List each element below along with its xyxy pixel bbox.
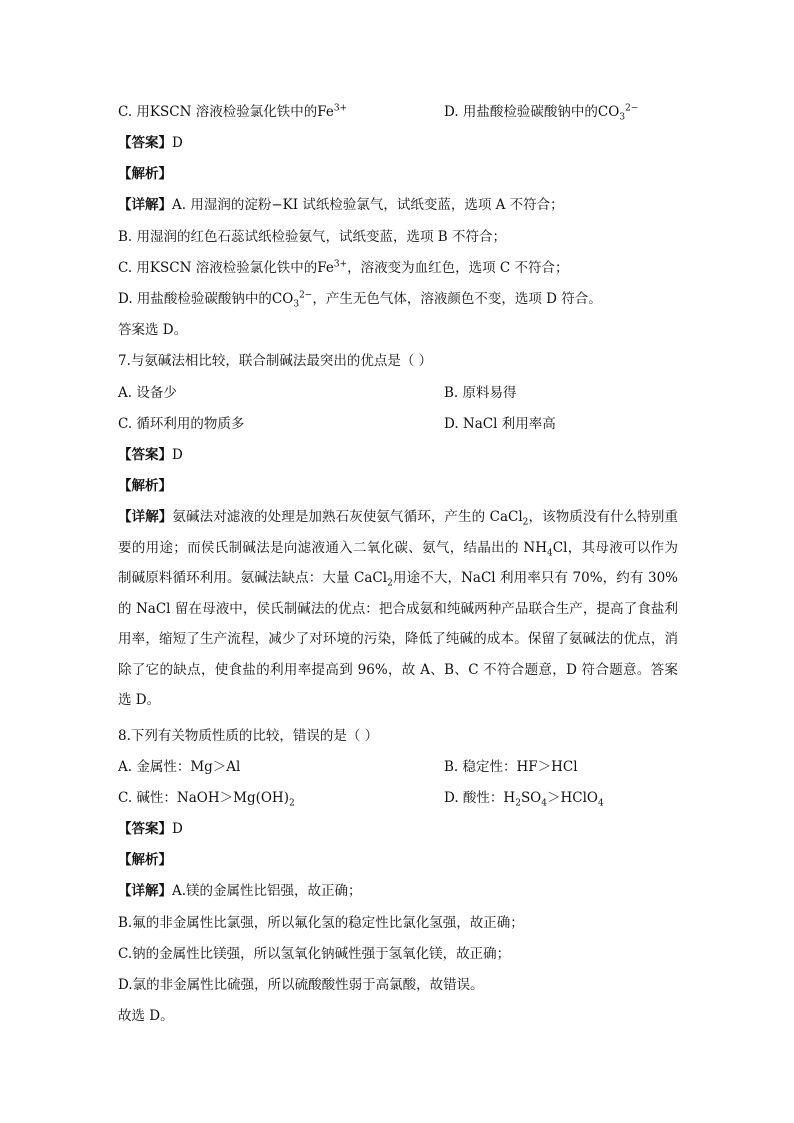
q8-detail-c: C.钠的金属性比镁强，所以氢氧化钠碱性强于氢氧化镁，故正确；: [118, 946, 511, 962]
q8-detail-a: 【详解】A.镁的金属性比铝强，故正确；: [118, 883, 362, 899]
q8-stem: 8.下列有关物质性质的比较，错误的是（ ）: [118, 728, 379, 744]
q7-option-b: B. 原料易得: [444, 385, 517, 401]
q6-detail-a: 【详解】A. 用湿润的淀粉−KI 试纸检验氯气，试纸变蓝，选项 A 不符合；: [118, 197, 564, 213]
q6-detail-b: B. 用湿润的红色石蕊试纸检验氨气，试纸变蓝，选项 B 不符合；: [118, 229, 507, 245]
q8-analysis-label: 【解析】: [118, 852, 172, 868]
q7-option-a: A. 设备少: [118, 385, 177, 401]
q7-option-c: C. 循环利用的物质多: [118, 416, 245, 432]
q7-answer: 【答案】D: [118, 447, 183, 463]
q7-analysis-label: 【解析】: [118, 478, 172, 494]
q6-option-c: C. 用KSCN 溶液检验氯化铁中的$Fe^{3+}$: [118, 103, 348, 120]
q8-detail-d: D.氯的非金属性比硫强，所以硫酸酸性弱于高氯酸，故错误。: [118, 977, 484, 993]
q7-option-d: D. NaCl 利用率高: [444, 416, 556, 432]
q8-detail-b: B.氟的非金属性比氯强，所以氟化氢的稳定性比氯化氢强，故正确；: [118, 915, 524, 931]
q8-option-b: B. 稳定性：HF＞HCl: [444, 759, 578, 775]
q7-detail: 【详解】氨碱法对滤液的处理是加熟石灰使氨气循环，产生的 CaCl$_2$，该物质没有什么特别重要的用途；而侯氏制碱法是向滤液通入二氧化碳、氨气，结晶出的 $NH_4Cl$，其母液可以作为制碱原料循环利用。氨碱法缺点：大量 CaCl$_2$用途不大，NaCl 利用率只有 70%，约有 30%的 NaCl 留在母液中，侯氏制碱法的优点：把合成氨和纯碱两种产品联合生产，提高了食盐利用率，缩短了生产流程，减少了对环境的污染，降低了纯碱的成本。保留了氨碱法的优点，消除了它的缺点，使食盐的利用率提高到 96%，故 A、B、C 不符合题意，D 符合题意。答案选 D。: [118, 509, 679, 708]
q6-answer: 【答案】D: [118, 135, 183, 151]
q6-option-d: D. 用盐酸检验碳酸钠中的$CO_3^{2-}$: [444, 103, 639, 123]
q8-answer: 【答案】D: [118, 821, 183, 837]
q6-conclusion: 答案选 D。: [118, 322, 188, 338]
q8-option-d: D. 酸性：$H_2SO_4>HClO_4$: [444, 790, 604, 809]
q8-option-c: C. 碱性：$NaOH>Mg(OH)_2$: [118, 790, 295, 809]
q8-conclusion: 故选 D。: [118, 1008, 174, 1024]
q6-detail-c: C. 用KSCN 溶液检验氯化铁中的$Fe^{3+}$，溶液变为血红色，选项 C 不符合；: [118, 259, 569, 276]
q8-option-a: A. 金属性：Mg＞Al: [118, 759, 241, 775]
q6-detail-d: D. 用盐酸检验碳酸钠中的$CO_3^{2-}$，产生无色气体，溶液颜色不变，选项 D 符合。: [118, 290, 602, 310]
q7-stem: 7.与氨碱法相比较，联合制碱法最突出的优点是（ ）: [118, 353, 433, 369]
q6-analysis-label: 【解析】: [118, 166, 172, 182]
